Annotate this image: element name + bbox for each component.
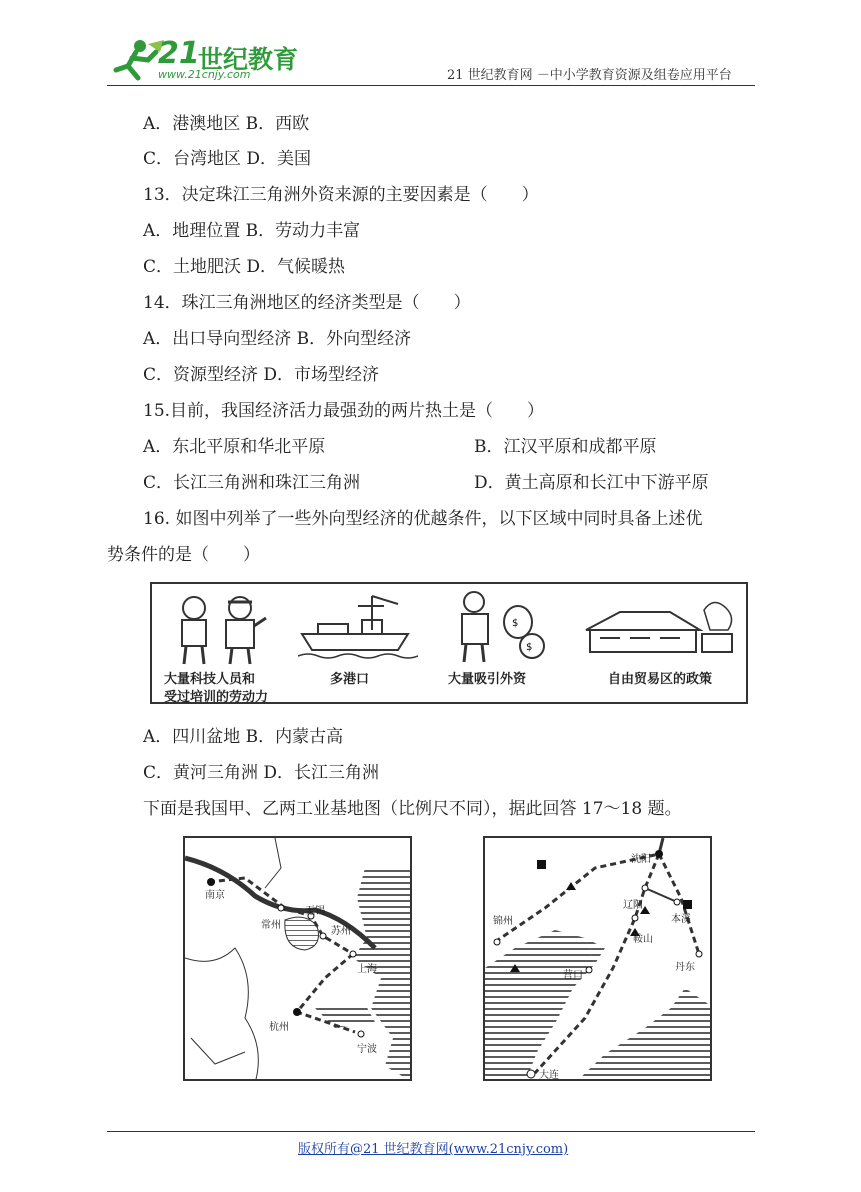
- city-label: 沈阳: [631, 854, 651, 865]
- city-label: 辽阳: [623, 900, 643, 911]
- logo-number: 21: [158, 36, 200, 71]
- site-text: 21 世纪教育网 －中小学教育资源及组卷应用平台: [447, 68, 732, 83]
- q15-option-d: D．黄土高原和长江中下游平原: [474, 473, 709, 493]
- footer-copyright-link[interactable]: 版权所有@21 世纪教育网(www.21cnjy.com): [298, 1142, 569, 1157]
- question-13: 13．决定珠江三角洲外资来源的主要因素是（ ）: [143, 185, 539, 205]
- caption-ports: 多港口: [330, 672, 370, 687]
- caption-labor-line1: 大量科技人员和: [164, 672, 256, 687]
- city-label: 鞍山: [633, 934, 653, 945]
- question-16-line1: 16. 如图中列举了一些外向型经济的优越条件，以下区域中同时具备上述优: [143, 509, 703, 529]
- logo-text: 世纪教育: [198, 45, 299, 74]
- city-label: 丹东: [675, 962, 695, 973]
- caption-free-trade-policy: 自由贸易区的政策: [608, 672, 713, 687]
- logo-url: www.21cnjy.com: [158, 68, 251, 81]
- q16-options-ab: A．四川盆地 B．内蒙古高: [143, 727, 344, 747]
- trade-zone-illustration-icon: [580, 590, 740, 664]
- q14-options-cd: C．资源型经济 D．市场型经济: [143, 365, 380, 385]
- q14-options-ab: A．出口导向型经济 B．外向型经济: [143, 329, 412, 349]
- investor-illustration-icon: [438, 588, 558, 664]
- q12-options-ab: A．港澳地区 B．西欧: [143, 114, 310, 134]
- caption-foreign-investment: 大量吸引外资: [448, 672, 527, 687]
- q12-options-cd: C．台湾地区 D．美国: [143, 149, 312, 169]
- question-15: 15.目前，我国经济活力最强劲的两片热土是（ ）: [143, 401, 545, 421]
- city-label: 南京: [205, 890, 225, 901]
- q15-option-b: B．江汉平原和成都平原: [474, 437, 657, 457]
- city-label: 锦州: [493, 916, 513, 927]
- advantages-figure: [150, 582, 748, 704]
- svg-text:$: $: [526, 642, 533, 653]
- question-14: 14．珠江三角洲地区的经济类型是（ ）: [143, 293, 471, 313]
- header-divider: [107, 85, 755, 86]
- footer-divider: [107, 1131, 755, 1132]
- city-label: 本溪: [671, 914, 691, 925]
- city-label: 苏州: [331, 926, 351, 937]
- q15-option-c: C．长江三角洲和珠江三角洲: [143, 473, 361, 493]
- city-label: 宁波: [357, 1044, 377, 1055]
- map-industrial-base-b: [483, 836, 712, 1081]
- q13-options-ab: A．地理位置 B．劳动力丰富: [143, 221, 361, 241]
- q16-options-cd: C．黄河三角洲 D．长江三角洲: [143, 763, 380, 783]
- q15-option-a: A．东北平原和华北平原: [143, 437, 326, 457]
- city-label: 杭州: [269, 1022, 289, 1033]
- city-label: 营口: [563, 970, 583, 981]
- caption-labor-line2: 受过培训的劳动力: [164, 690, 269, 705]
- q13-options-cd: C．土地肥沃 D．气候暖热: [143, 257, 346, 277]
- intro-17-18: 下面是我国甲、乙两工业基地图（比例尺不同），据此回答 17～18 题。: [143, 799, 682, 819]
- svg-text:$: $: [512, 618, 519, 629]
- city-label: 大连: [539, 1070, 559, 1081]
- port-illustration-icon: [298, 590, 418, 662]
- map-a-graphic: [185, 838, 412, 1081]
- map-industrial-base-a: [183, 836, 412, 1081]
- question-16-line2: 势条件的是（ ）: [107, 545, 260, 565]
- city-label: 无锡: [305, 906, 325, 917]
- city-label: 上海: [357, 964, 377, 975]
- city-label: 常州: [261, 920, 281, 931]
- workers-illustration-icon: [162, 590, 282, 668]
